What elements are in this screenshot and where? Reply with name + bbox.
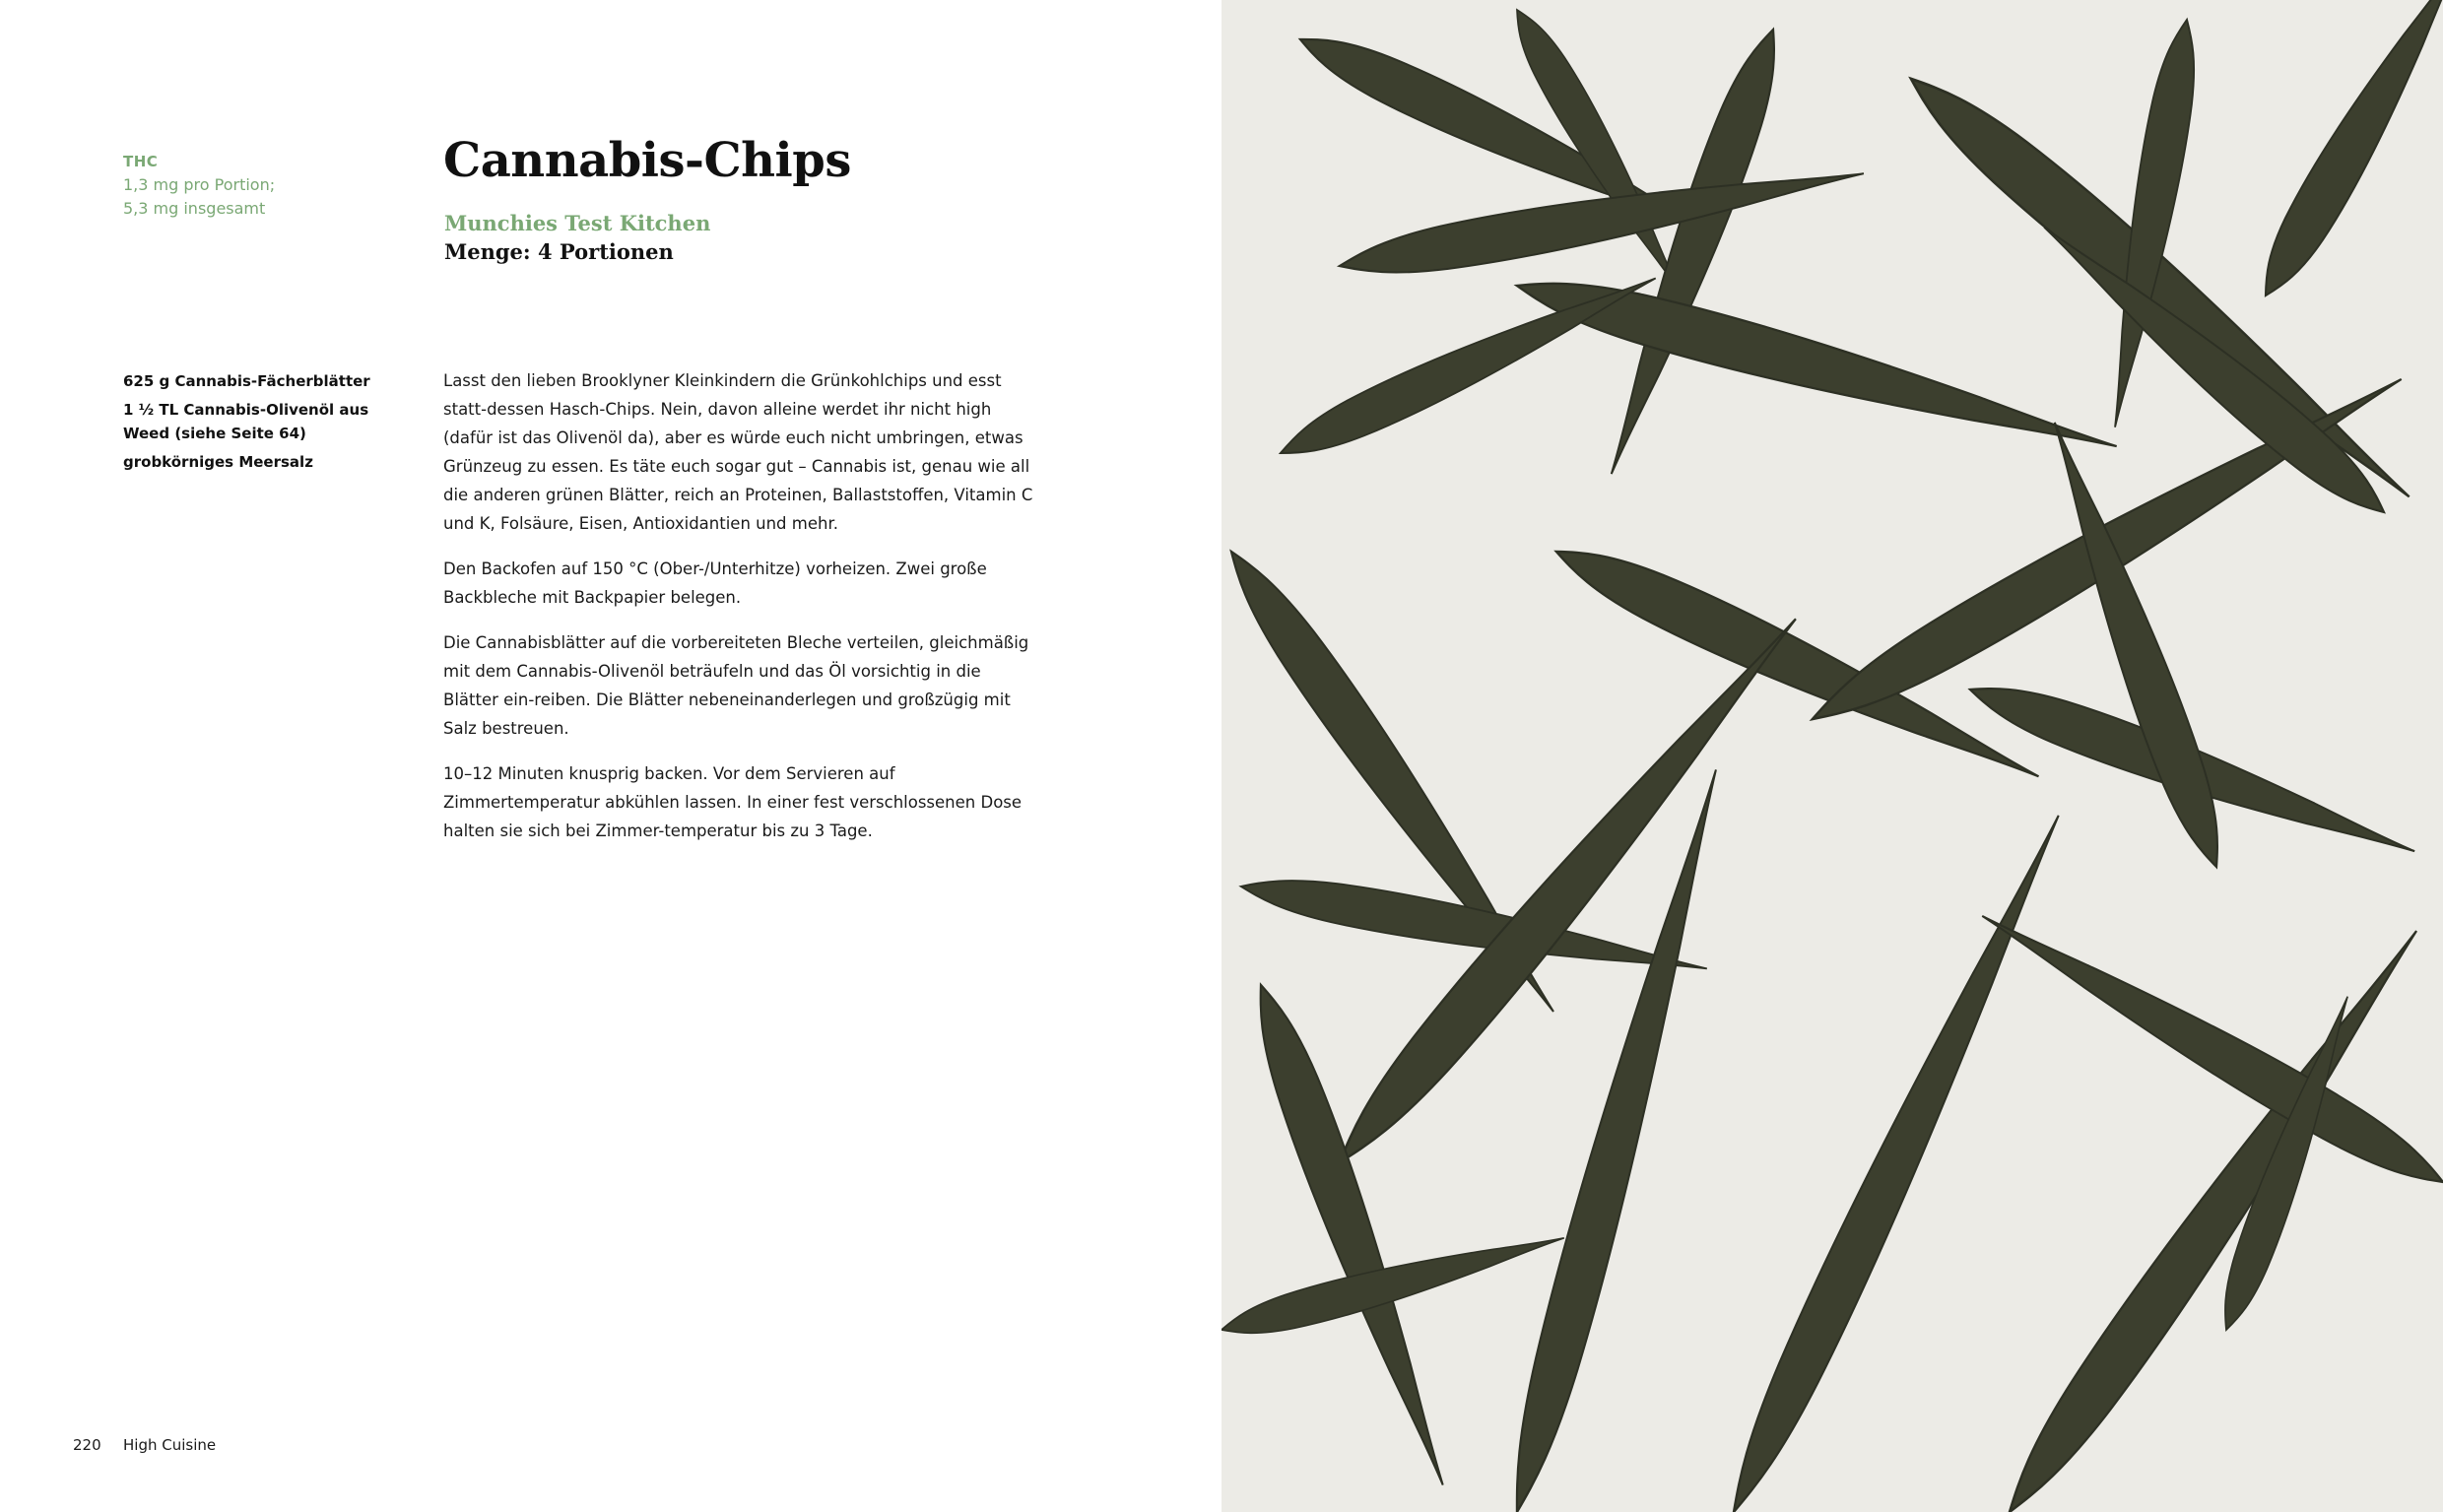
running-head: High Cuisine <box>123 1436 217 1454</box>
thc-info <box>123 150 379 221</box>
recipe-servings: Menge: 4 Portionen <box>444 239 674 264</box>
page-number: 220 <box>73 1436 101 1454</box>
ingredient-item: grobkörniges Meersalz <box>123 453 313 471</box>
ingredient-item: 625 g Cannabis-Fächerblätter <box>123 372 370 390</box>
recipe-author: Munchies Test Kitchen <box>444 211 711 235</box>
instruction-paragraph: 10–12 Minuten knusprig backen. Vor dem Servieren auf Zimmertemperatur abkühlen lassen. In einer fest verschlossenen Dose halten sie sich bei Zimmer-temperatur bis zu 3 Tage. <box>443 764 1023 840</box>
cannabis-leaves-illustration <box>1222 0 2443 1512</box>
thc-label: THC <box>123 153 159 170</box>
thc-total: 5,3 mg insgesamt <box>123 199 266 218</box>
leaf-cluster <box>1222 0 2443 1512</box>
ingredient-item: 1 ½ TL Cannabis-Olivenöl aus Weed (siehe Seite 64) <box>123 401 369 442</box>
recipe-title: Cannabis-Chips <box>443 133 851 188</box>
thc-per-portion: 1,3 mg pro Portion; <box>123 175 276 194</box>
instruction-paragraph: Die Cannabisblätter auf die vorbereiteten Bleche verteilen, gleichmäßig mit dem Cannabis-Olivenöl beträufeln und das Öl vorsichtig in die Blätter ein-reiben. Die Blätter nebeneinanderlegen und großzügig mit Salz bestreuen. <box>443 633 1029 738</box>
leaf-photo <box>1222 0 2443 1512</box>
instruction-paragraph: Den Backofen auf 150 °C (Ober-/Unterhitze) vorheizen. Zwei große Backbleche mit Backpapier belegen. <box>443 559 987 607</box>
ingredient-list <box>123 369 389 479</box>
instruction-paragraph: Lasst den lieben Brooklyner Kleinkindern die Grünkohlchips und esst statt-dessen Hasch-Chips. Nein, davon alleine werdet ihr nicht high (dafür ist das Olivenöl da), aber es würde euch nicht umbringen, etwas Grünzeug zu essen. Es täte euch sogar gut – Cannabis ist, genau wie all die anderen grünen Blätter, reich an Proteinen, Ballaststoffen, Vitamin C und K, Folsäure, Eisen, Antioxidantien und mehr. <box>443 371 1033 533</box>
recipe-instructions <box>443 366 1039 862</box>
